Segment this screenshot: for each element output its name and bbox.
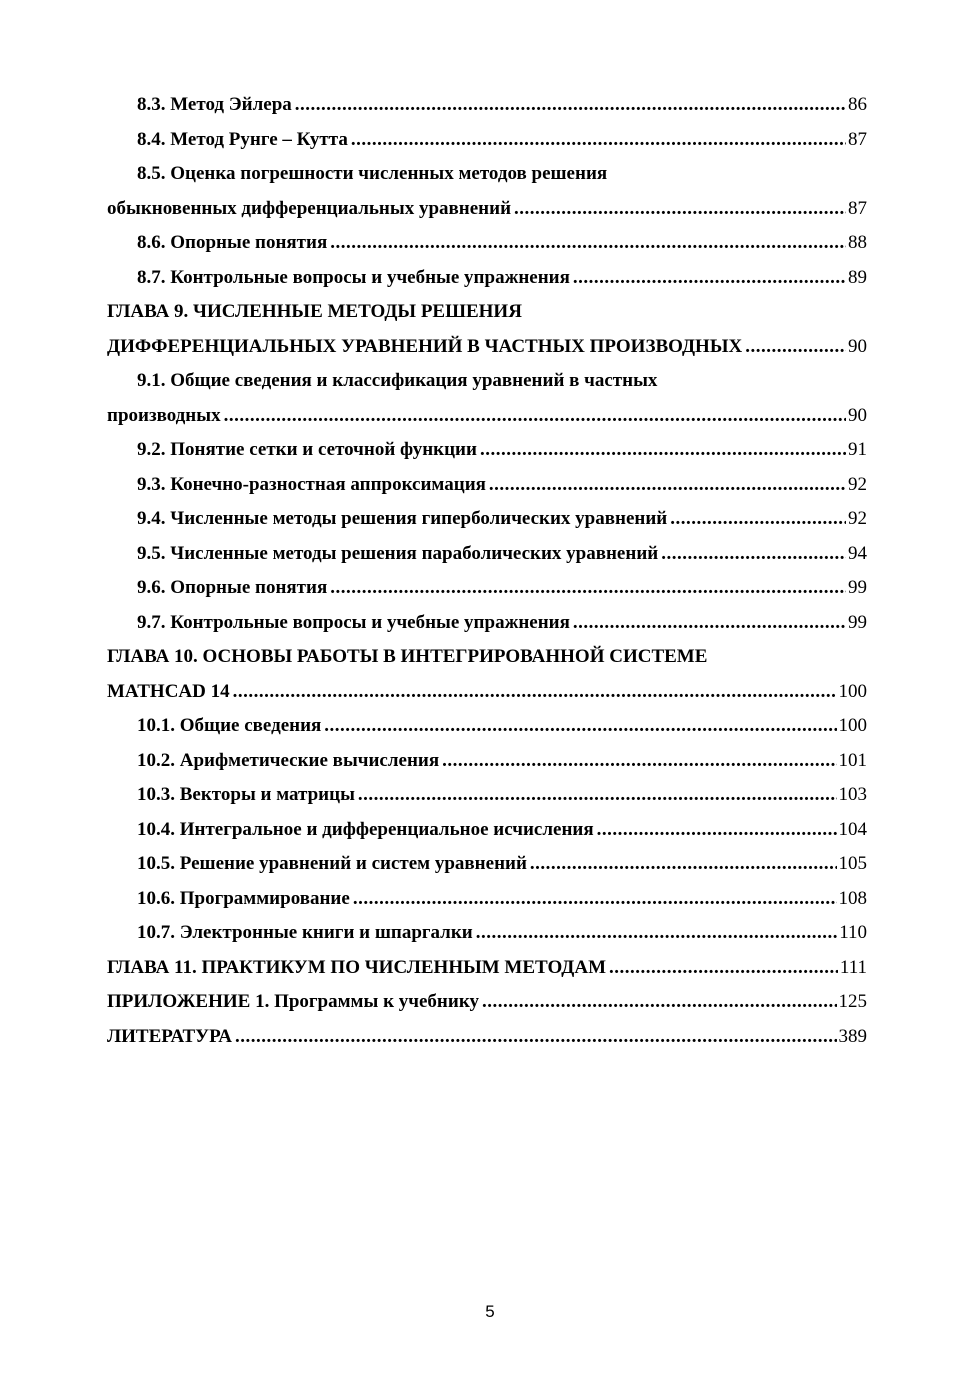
toc-entry-title: 10.4. Интегральное и дифференциальное исчисления	[137, 813, 597, 848]
toc-page-number: 101	[838, 749, 867, 771]
toc-entry-title: 10.3. Векторы и матрицы	[137, 778, 358, 813]
toc-leader-dots	[353, 882, 837, 917]
toc-entry-title: обыкновенных дифференциальных уравнений	[107, 192, 514, 227]
toc-page-number: 91	[848, 439, 867, 460]
table-of-contents	[107, 88, 867, 1054]
toc-leader-dots	[514, 192, 846, 227]
toc-leader-dots	[330, 571, 846, 606]
toc-leader-dots	[670, 502, 846, 537]
toc-page-number: 104	[838, 818, 867, 840]
toc-page-number: 111	[839, 956, 867, 978]
toc-leader-dots	[330, 226, 846, 261]
toc-page-number: 94	[848, 542, 867, 564]
toc-leader-dots	[358, 778, 837, 813]
page-number: 5	[485, 1302, 495, 1321]
toc-entry-title: 8.3. Метод Эйлера	[137, 88, 295, 123]
toc-entry[interactable]	[107, 882, 867, 917]
toc-entry[interactable]	[107, 88, 867, 123]
toc-entry[interactable]	[107, 813, 867, 848]
toc-entry[interactable]	[107, 192, 867, 227]
toc-page-number: 86	[848, 94, 867, 115]
toc-entry[interactable]	[107, 261, 867, 296]
toc-page-number: 389	[838, 1025, 867, 1047]
toc-page-number: 90	[848, 335, 867, 357]
toc-entry-title: ГЛАВА 9. ЧИСЛЕННЫЕ МЕТОДЫ РЕШЕНИЯ	[107, 301, 525, 322]
toc-leader-dots	[224, 399, 846, 434]
toc-entry-title: 9.5. Численные методы решения параболических уравнений	[137, 537, 661, 572]
toc-page-number: 92	[848, 508, 867, 529]
toc-page-number: 99	[848, 577, 867, 598]
toc-entry-title: 9.4. Численные методы решения гиперболических уравнений	[137, 502, 670, 537]
toc-page-number: 90	[848, 404, 867, 426]
toc-page-number: 103	[838, 784, 867, 805]
toc-entry-title: ДИФФЕРЕНЦИАЛЬНЫХ УРАВНЕНИЙ В ЧАСТНЫХ ПРОИЗВОДНЫХ	[107, 330, 745, 365]
toc-entry-title: ГЛАВА 11. ПРАКТИКУМ ПО ЧИСЛЕННЫМ МЕТОДАМ	[107, 951, 609, 986]
toc-leader-dots	[530, 847, 837, 882]
toc-entry-title: 8.5. Оценка погрешности численных методов решения	[137, 163, 610, 184]
toc-page-number: 87	[848, 128, 867, 150]
toc-entry-title: ПРИЛОЖЕНИЕ 1. Программы к учебнику	[107, 985, 482, 1020]
toc-entry-title: 10.5. Решение уравнений и систем уравнений	[137, 847, 530, 882]
toc-entry-title: 9.6. Опорные понятия	[137, 571, 330, 606]
toc-entry[interactable]	[107, 709, 867, 744]
toc-entry-title: 8.6. Опорные понятия	[137, 226, 330, 261]
toc-leader-dots	[489, 468, 846, 503]
toc-entry-title: MATHCAD 14	[107, 675, 233, 710]
toc-entry[interactable]	[107, 1020, 867, 1055]
toc-entry[interactable]	[107, 675, 867, 710]
toc-page-number: 89	[848, 266, 867, 288]
toc-page-number: 87	[848, 197, 867, 219]
toc-entry-title: 8.7. Контрольные вопросы и учебные упражнения	[137, 261, 573, 296]
toc-entry[interactable]	[107, 433, 867, 468]
toc-leader-dots	[745, 330, 846, 365]
toc-entry[interactable]	[107, 847, 867, 882]
toc-page-number: 100	[838, 715, 867, 736]
toc-leader-dots	[480, 433, 846, 468]
toc-entry[interactable]	[107, 537, 867, 572]
toc-leader-dots	[233, 675, 837, 710]
toc-page-number: 92	[848, 473, 867, 495]
toc-entry-title: 9.3. Конечно-разностная аппроксимация	[137, 468, 489, 503]
toc-entry[interactable]	[107, 606, 867, 641]
toc-entry[interactable]	[107, 123, 867, 158]
toc-page-number: 125	[838, 991, 867, 1012]
toc-entry-title: ЛИТЕРАТУРА	[107, 1020, 235, 1055]
toc-leader-dots	[573, 606, 846, 641]
toc-entry-title: 10.1. Общие сведения	[137, 709, 324, 744]
toc-entry[interactable]	[107, 744, 867, 779]
toc-page-number: 108	[838, 887, 867, 909]
toc-entry[interactable]	[107, 951, 867, 986]
toc-page-number: 105	[838, 853, 867, 874]
toc-entry-line	[107, 640, 867, 675]
toc-entry[interactable]	[107, 330, 867, 365]
toc-leader-dots	[235, 1020, 836, 1055]
toc-leader-dots	[609, 951, 838, 986]
toc-entry-title: 9.2. Понятие сетки и сеточной функции	[137, 433, 480, 468]
toc-entry[interactable]	[107, 502, 867, 537]
toc-entry[interactable]	[107, 468, 867, 503]
toc-entry[interactable]	[107, 226, 867, 261]
toc-leader-dots	[661, 537, 846, 572]
toc-entry-line	[107, 157, 867, 192]
toc-leader-dots	[351, 123, 846, 158]
toc-entry[interactable]	[107, 571, 867, 606]
toc-page-number: 99	[848, 611, 867, 633]
toc-entry[interactable]	[107, 985, 867, 1020]
toc-leader-dots	[295, 88, 846, 123]
toc-entry[interactable]	[107, 916, 867, 951]
toc-page-number: 88	[848, 232, 867, 253]
toc-entry-title: 9.1. Общие сведения и классификация уравнений в частных	[137, 370, 660, 391]
toc-entry-title: производных	[107, 399, 224, 434]
toc-entry-line	[107, 295, 867, 330]
toc-entry-title: 10.7. Электронные книги и шпаргалки	[137, 916, 476, 951]
toc-leader-dots	[482, 985, 837, 1020]
toc-page-number: 110	[839, 922, 867, 943]
toc-entry-title: 8.4. Метод Рунге – Кутта	[137, 123, 351, 158]
toc-entry[interactable]	[107, 399, 867, 434]
toc-leader-dots	[597, 813, 837, 848]
toc-entry[interactable]	[107, 778, 867, 813]
toc-leader-dots	[573, 261, 846, 296]
toc-entry-title: 10.2. Арифметические вычисления	[137, 744, 442, 779]
toc-leader-dots	[476, 916, 837, 951]
toc-entry-title: ГЛАВА 10. ОСНОВЫ РАБОТЫ В ИНТЕГРИРОВАННОЙ СИСТЕМЕ	[107, 646, 710, 667]
toc-entry-title: 10.6. Программирование	[137, 882, 353, 917]
toc-page-number: 100	[838, 680, 867, 702]
toc-leader-dots	[442, 744, 836, 779]
toc-leader-dots	[324, 709, 836, 744]
toc-entry-title: 9.7. Контрольные вопросы и учебные упражнения	[137, 606, 573, 641]
toc-entry-line	[107, 364, 867, 399]
